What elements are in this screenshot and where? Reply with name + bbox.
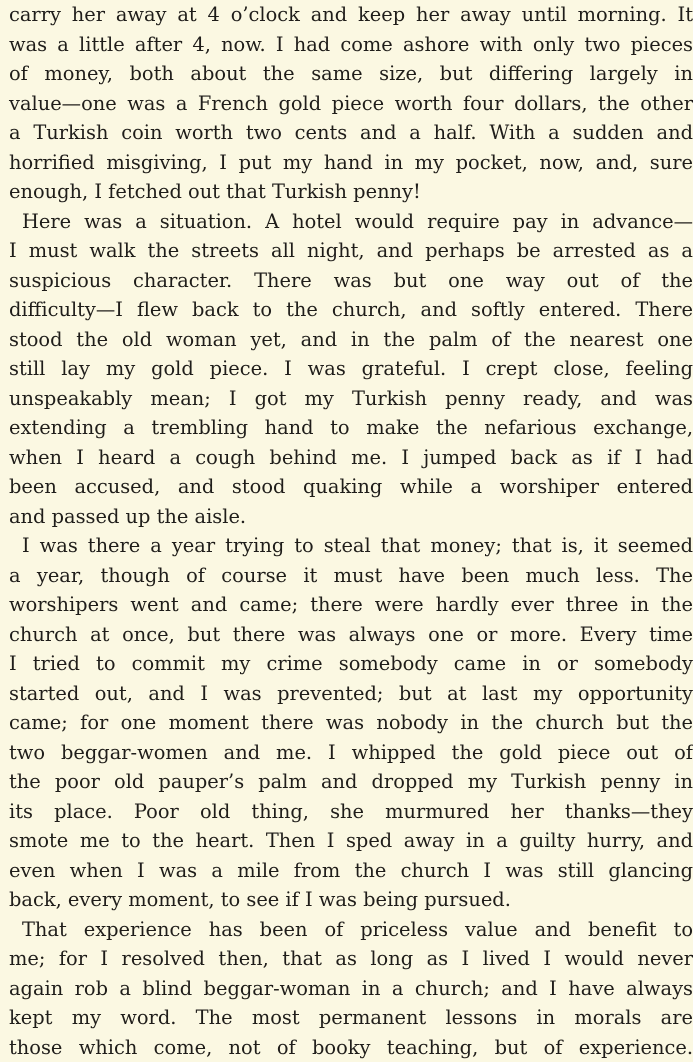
text-line: of money, both about the same size, but differing largely in xyxy=(9,59,693,89)
text-line: the poor old pauper’s palm and dropped my Turkish penny in xyxy=(9,767,693,797)
text-line: two beggar-women and me. I whipped the gold piece out of xyxy=(9,738,693,768)
text-line: I was there a year trying to steal that money; that is, it seemed xyxy=(9,531,693,561)
text-line: still lay my gold piece. I was grateful. I crept close, feeling xyxy=(9,354,693,384)
text-line: its place. Poor old thing, she murmured her thanks—they xyxy=(9,797,693,827)
paragraph-2 xyxy=(9,207,693,532)
text-line: I must walk the streets all night, and perhaps be arrested as a xyxy=(9,236,693,266)
text-line: value—one was a French gold piece worth four dollars, the other xyxy=(9,89,693,119)
text-line: enough, I fetched out that Turkish penny! xyxy=(9,177,693,207)
text-line: started out, and I was prevented; but at last my opportunity xyxy=(9,679,693,709)
text-line: been accused, and stood quaking while a worshiper entered xyxy=(9,472,693,502)
text-line: unspeakably mean; I got my Turkish penny ready, and was xyxy=(9,384,693,414)
text-line: was a little after 4, now. I had come ashore with only two pieces xyxy=(9,30,693,60)
text-line: worshipers went and came; there were hardly ever three in the xyxy=(9,590,693,620)
text-line: church at once, but there was always one or more. Every time xyxy=(9,620,693,650)
paragraph-3 xyxy=(9,531,693,915)
text-line: horrified misgiving, I put my hand in my pocket, now, and, sure xyxy=(9,148,693,178)
text-line: back, every moment, to see if I was being pursued. xyxy=(9,885,693,915)
text-line: a year, though of course it must have been much less. The xyxy=(9,561,693,591)
text-line: carry her away at 4 o’clock and keep her away until morning. It xyxy=(9,0,693,30)
text-line: again rob a blind beggar-woman in a church; and I have always xyxy=(9,974,693,1004)
text-line: when I heard a cough behind me. I jumped back as if I had xyxy=(9,443,693,473)
text-line: kept my word. The most permanent lessons in morals are xyxy=(9,1003,693,1033)
text-line: That experience has been of priceless value and benefit to xyxy=(9,915,693,945)
text-line: even when I was a mile from the church I was still glancing xyxy=(9,856,693,886)
text-line: a Turkish coin worth two cents and a half. With a sudden and xyxy=(9,118,693,148)
text-line: me; for I resolved then, that as long as I lived I would never xyxy=(9,944,693,974)
text-line: came; for one moment there was nobody in the church but the xyxy=(9,708,693,738)
text-line: extending a trembling hand to make the nefarious exchange, xyxy=(9,413,693,443)
paragraph-4 xyxy=(9,915,693,1062)
text-line: smote me to the heart. Then I sped away in a guilty hurry, and xyxy=(9,826,693,856)
text-line: I tried to commit my crime somebody came in or somebody xyxy=(9,649,693,679)
text-line: suspicious character. There was but one way out of the xyxy=(9,266,693,296)
text-line: stood the old woman yet, and in the palm of the nearest one xyxy=(9,325,693,355)
text-line: Here was a situation. A hotel would require pay in advance— xyxy=(9,207,693,237)
text-line: difficulty—I flew back to the church, and softly entered. There xyxy=(9,295,693,325)
text-line: those which come, not of booky teaching, but of experience. xyxy=(9,1033,693,1062)
page-text xyxy=(9,0,693,1062)
paragraph-1 xyxy=(9,0,693,207)
text-line: and passed up the aisle. xyxy=(9,502,693,532)
